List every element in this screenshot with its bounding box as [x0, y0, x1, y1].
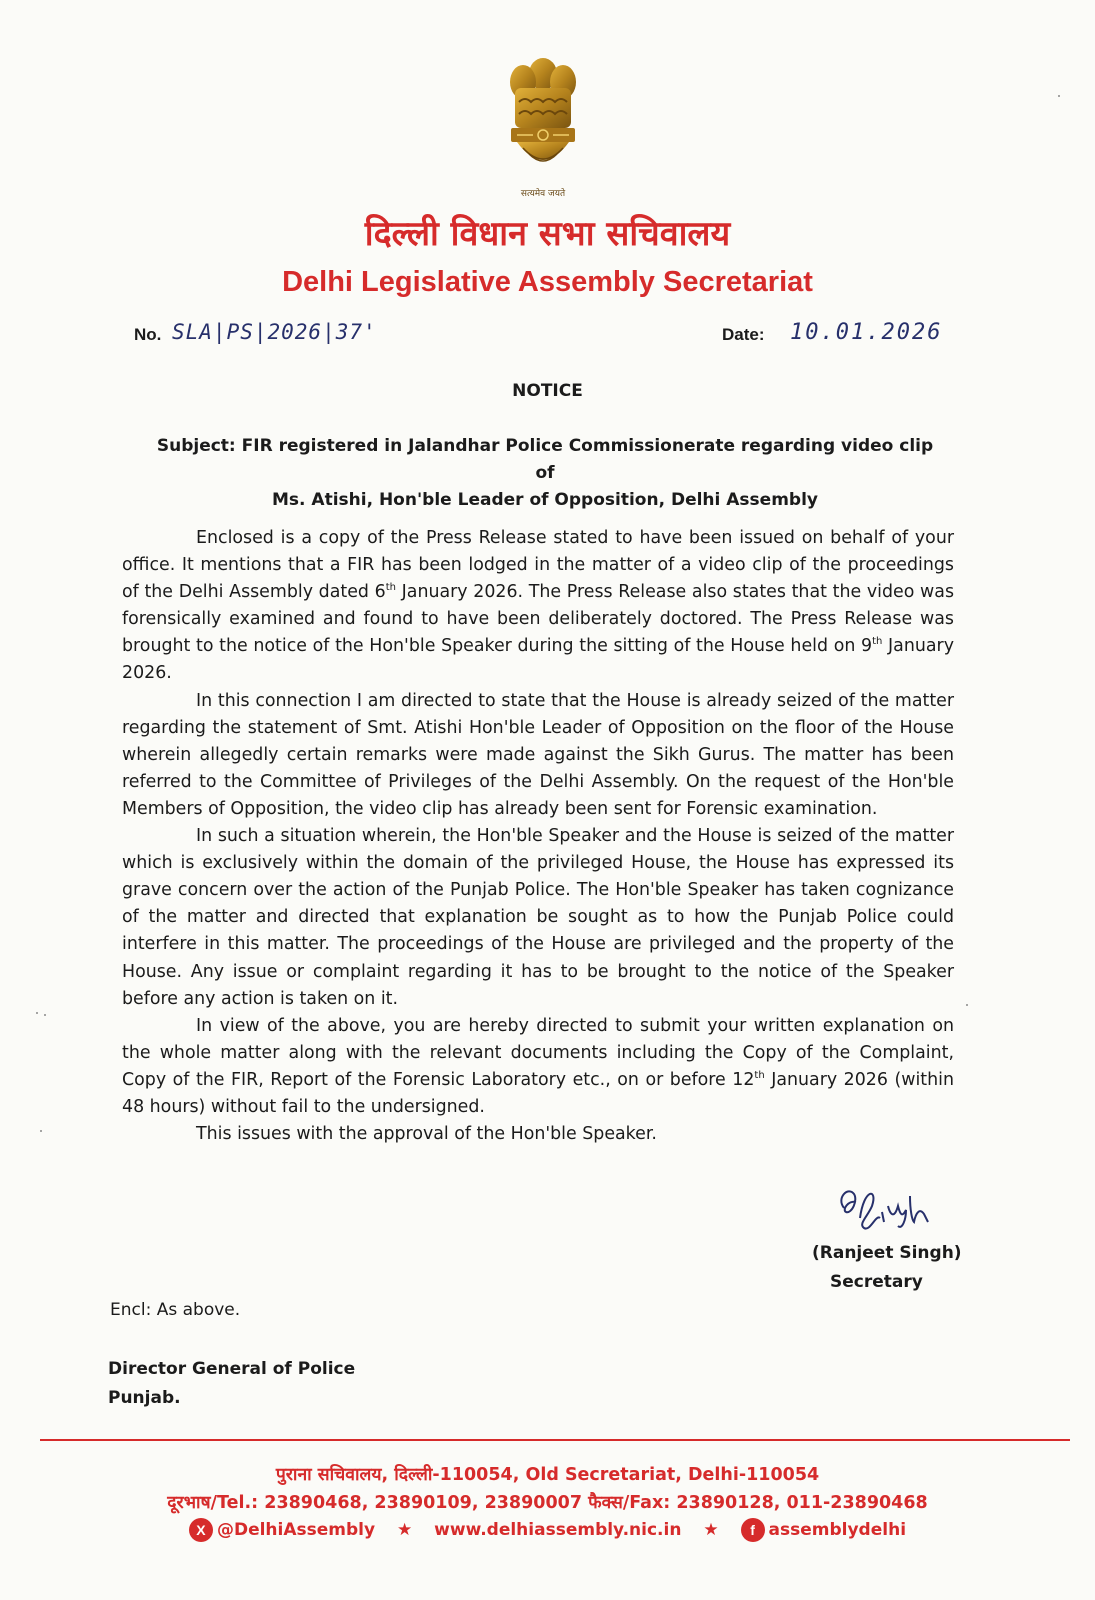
subject-line-1: Subject: FIR registered in Jalandhar Police Commissionerate regarding video clip of — [156, 436, 934, 483]
enclosure-note: Encl: As above. — [110, 1300, 241, 1320]
signatory-designation: Secretary — [830, 1272, 923, 1292]
addressee-title: Director General of Police — [108, 1359, 356, 1379]
paragraph-4-part-b: January 2026 (within 48 hours) without fail to the undersigned. — [122, 1069, 954, 1117]
reference-number-value: SLA|PS|2026|37' — [172, 320, 377, 344]
scan-speck — [44, 1014, 46, 1016]
paragraph-1-part-b: January 2026. The Press Release also states that the video was forensically examined and found to have been deliberately doctored. The Press Release was brought to the notice of the Hon'ble Speaker during the sitting of the House held on 9 — [122, 582, 955, 657]
website-text: www.delhiassembly.nic.in — [434, 1520, 682, 1540]
paragraph-5: This issues with the approval of the Hon'ble Speaker. — [196, 1124, 657, 1145]
x-handle-link[interactable] — [189, 1518, 375, 1542]
notice-heading: NOTICE — [512, 381, 583, 401]
ordinal-suffix: th — [385, 582, 396, 594]
footer-phone-fax: दूरभाष/Tel.: 23890468, 23890109, 23890007 फैक्स/Fax: 23890128, 011-23890468 — [167, 1493, 928, 1513]
signature-icon — [830, 1178, 940, 1238]
facebook-logo-icon: f — [741, 1518, 765, 1542]
facebook-link[interactable] — [741, 1518, 907, 1542]
lion-capital-icon — [503, 52, 583, 184]
ordinal-suffix: th — [872, 636, 883, 648]
star-separator: ★ — [703, 1520, 719, 1540]
scan-speck — [966, 1004, 968, 1006]
website-link[interactable] — [434, 1520, 681, 1540]
reference-number-label: No. — [134, 325, 162, 344]
notice-body — [122, 525, 954, 1148]
paragraph-2: In this connection I am directed to state that the House is already seized of the matter regarding the statement of Smt. Atishi Hon'ble Leader of Opposition on the floor of the House wherein allegedly certain remarks were made against the Sikh Gurus. The matter has been referred to the Committee of Privileges of the Delhi Assembly. On the request of the Hon'ble Members of Opposition, the video clip has already been sent for Forensic examination. — [122, 690, 954, 819]
footer-divider — [40, 1439, 1070, 1441]
handwritten-signature — [830, 1178, 940, 1238]
footer-social-links — [0, 1518, 1095, 1542]
paragraph-1 — [122, 525, 954, 688]
x-logo-icon: X — [189, 1518, 213, 1542]
signatory-name: (Ranjeet Singh) — [812, 1243, 962, 1263]
ordinal-suffix: th — [754, 1070, 765, 1082]
state-emblem — [503, 52, 583, 202]
paragraph-4 — [122, 1013, 954, 1121]
date-value: 10.01.2026 — [790, 320, 943, 345]
paragraph-1-part-c: January 2026. — [122, 636, 954, 684]
paragraph-3: In such a situation wherein, the Hon'ble Speaker and the House is seized of the matter which is exclusively within the domain of the privileged House, the House has expressed its grave concern over the action of the Punjab Police. The Hon'ble Speaker has taken cognizance of the matter and directed that explanation be sought as to how the Punjab Police could interfere in this matter. The proceedings of the House are privileged and the property of the House. Any issue or complaint regarding it has to be brought to the notice of the Speaker before any action is taken on it. — [122, 826, 954, 1009]
emblem-motto: सत्यमेव जयते — [520, 189, 566, 199]
hindi-title: दिल्ली विधान सभा सचिवालय — [364, 214, 731, 254]
english-title: Delhi Legislative Assembly Secretariat — [282, 266, 813, 298]
paragraph-1-part-a: Enclosed is a copy of the Press Release stated to have been issued on behalf of your office. It mentions that a FIR has been lodged in the matter of a video clip of the proceedings of the Delhi Assembly dated 6 — [122, 528, 954, 603]
scan-speck — [1058, 95, 1060, 97]
subject-line-2: Ms. Atishi, Hon'ble Leader of Opposition, Delhi Assembly — [272, 490, 818, 510]
scan-speck — [40, 1130, 42, 1132]
paragraph-4-part-a: In view of the above, you are hereby directed to submit your written explanation on the whole matter along with the relevant documents including the Copy of the Complaint, Copy of the FIR, Report of the Forensic Laboratory etc., on or before 12 — [122, 1015, 954, 1090]
date-label: Date: — [722, 325, 765, 344]
facebook-text: assemblydelhi — [768, 1520, 907, 1540]
star-separator: ★ — [397, 1520, 413, 1540]
x-handle-text: @DelhiAssembly — [216, 1520, 376, 1540]
addressee-location: Punjab. — [108, 1388, 181, 1408]
subject — [150, 433, 940, 514]
footer-address: पुराना सचिवालय, दिल्ली-110054, Old Secretariat, Delhi-110054 — [275, 1465, 820, 1485]
scan-speck — [36, 1012, 38, 1014]
